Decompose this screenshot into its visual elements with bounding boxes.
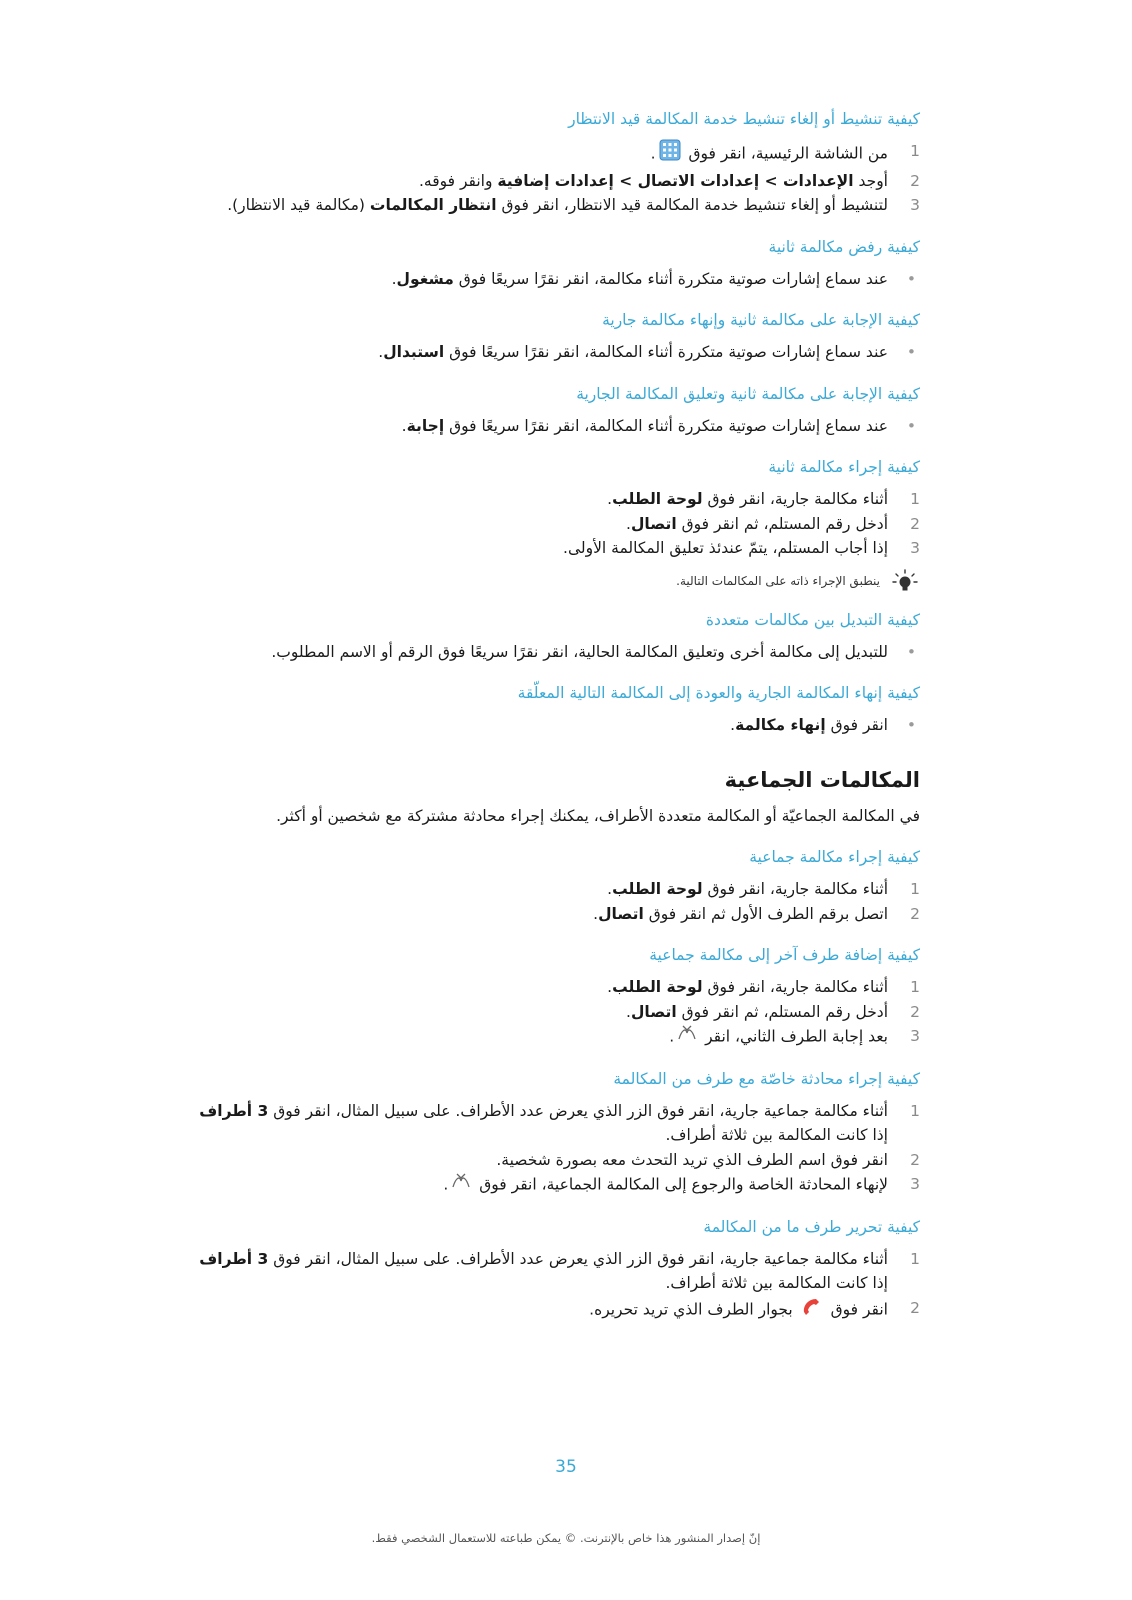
step-text-end: وانقر فوقه.	[418, 171, 493, 190]
step-text: اتصل برقم الطرف الأول ثم انقر فوق	[648, 904, 888, 923]
step-text: انقر فوق اسم الطرف الذي تريد التحدث معه بصورة شخصية.	[496, 1150, 888, 1169]
bullet-text: عند سماع إشارات صوتية متكررة أثناء مكالمة، انقر نقرًا سريعًا فوق	[458, 269, 888, 288]
bullet-text-end: .	[401, 416, 407, 435]
step-item	[190, 975, 920, 1000]
steps-list	[190, 139, 920, 218]
step-text-end: (مكالمة قيد الانتظار).	[227, 196, 365, 214]
section-title: كيفية إجراء مكالمة ثانية	[768, 458, 920, 476]
option-name: انتظار المكالمات	[369, 196, 497, 214]
bullet-text-end: .	[391, 269, 397, 288]
bullet-text: للتبديل إلى مكالمة أخرى وتعليق المكالمة الحالية، انقر نقرًا سريعًا فوق الرقم أو الاسم المطلوب.	[271, 642, 888, 661]
step-number: 2	[910, 1002, 920, 1021]
option-name: إجابة	[406, 416, 445, 435]
page-content	[190, 108, 920, 1341]
merge-calls-icon	[677, 1024, 697, 1050]
bullet-list	[190, 414, 920, 439]
section-answer-hold-current	[190, 383, 920, 439]
step-number: 1	[910, 880, 920, 898]
bullet-text: عند سماع إشارات صوتية متكررة أثناء المكالمة، انقر نقرًا سريعًا فوق	[449, 343, 888, 361]
step-number: 2	[910, 904, 920, 923]
bullet-dot: •	[906, 716, 916, 734]
step-text-end: .	[626, 1002, 631, 1021]
step-number: 1	[910, 1249, 920, 1268]
step-number: 3	[910, 1175, 920, 1193]
section-reject-second-call	[190, 236, 920, 292]
section-make-conference-call	[190, 846, 920, 926]
step-text: أوجد	[858, 171, 888, 190]
section-title: كيفية تنشيط أو إلغاء تنشيط خدمة المكالمة قيد الانتظار	[568, 110, 920, 128]
steps-list	[190, 1099, 920, 1198]
section-title: كيفية الإجابة على مكالمة ثانية وإنهاء مكالمة جارية	[602, 311, 920, 329]
bullet-dot: •	[906, 269, 916, 288]
intro-paragraph: في المكالمة الجماعيّة أو المكالمة متعددة الأطراف، يمكنك إجراء محادثة مشتركة مع شخصين أو أكثر.	[276, 806, 920, 825]
section-make-second-call	[190, 456, 920, 591]
bullet-list	[190, 640, 920, 665]
bullet-list	[190, 340, 920, 365]
option-name: لوحة الطلب	[612, 880, 703, 898]
step-item	[190, 487, 920, 512]
step-item	[190, 1148, 920, 1173]
step-text: لإنهاء المحادثة الخاصة والرجوع إلى المكالمة الجماعية، انقر فوق	[479, 1175, 888, 1194]
step-item	[190, 169, 920, 194]
step-number: 2	[910, 514, 920, 533]
option-name: اتصال	[630, 514, 677, 533]
section-end-and-return	[190, 682, 920, 738]
step-item	[190, 877, 920, 902]
option-name: استبدال	[383, 343, 445, 361]
step-text-end: .	[593, 904, 599, 923]
option-name: لوحة الطلب	[612, 978, 703, 996]
step-item	[190, 902, 920, 927]
section-release-participant	[190, 1216, 920, 1324]
step-number: 1	[910, 490, 920, 508]
step-item	[190, 1247, 920, 1296]
step-text: إذا أجاب المستلم، يتمّ عندئذ تعليق المكالمة الأولى.	[563, 539, 888, 557]
tip-note	[190, 571, 920, 591]
section-title: كيفية الإجابة على مكالمة ثانية وتعليق المكالمة الجارية	[576, 384, 920, 403]
section-answer-end-current	[190, 309, 920, 365]
menu-path: الإعدادات > إعدادات الاتصال > إعدادات إضافية	[497, 171, 854, 190]
bullet-text-end: .	[378, 343, 384, 361]
step-number: 3	[910, 539, 920, 557]
option-name: 3 أطراف	[199, 1249, 269, 1268]
steps-list	[190, 487, 920, 561]
step-number: 1	[910, 142, 920, 160]
step-text-end: .	[607, 490, 613, 508]
section-title: كيفية التبديل بين مكالمات متعددة	[705, 610, 920, 629]
section-switch-calls	[190, 609, 920, 665]
step-number: 2	[910, 1150, 920, 1169]
steps-list	[190, 877, 920, 926]
option-name: 3 أطراف	[199, 1101, 269, 1120]
step-number: 2	[910, 171, 920, 190]
page-number: 35	[555, 1457, 577, 1477]
section-title: كيفية إضافة طرف آخر إلى مكالمة جماعية	[649, 946, 920, 964]
step-text: بعد إجابة الطرف الثاني، انقر	[705, 1027, 888, 1046]
chapter-heading: المكالمات الجماعية	[724, 767, 920, 792]
bullet-list	[190, 267, 920, 292]
step-number: 3	[910, 1027, 920, 1045]
bullet-item	[190, 713, 920, 738]
merge-calls-icon	[451, 1172, 471, 1198]
section-call-waiting	[190, 108, 920, 218]
option-name: إنهاء مكالمة	[735, 716, 826, 734]
tip-text: ينطبق الإجراء ذاته على المكالمات التالية.	[676, 573, 880, 588]
section-title: كيفية إجراء مكالمة جماعية	[749, 848, 920, 866]
bullet-item	[190, 640, 920, 665]
step-item	[190, 1296, 920, 1324]
apps-grid-icon	[659, 139, 681, 169]
step-text-end: إذا كانت المكالمة بين ثلاثة أطراف.	[665, 1126, 888, 1144]
step-number: 1	[910, 1101, 920, 1120]
footer-note: إنّ إصدار المنشور هذا خاص بالإنترنت. © يمكن طباعته للاستعمال الشخصي فقط.	[371, 1531, 761, 1545]
step-item	[190, 1172, 920, 1198]
step-item	[190, 1024, 920, 1050]
bullet-text: عند سماع إشارات صوتية متكررة أثناء المكالمة، انقر نقرًا سريعًا فوق	[449, 416, 888, 435]
section-private-conversation	[190, 1068, 920, 1198]
step-item	[190, 512, 920, 537]
section-title: كيفية إجراء محادثة خاصّة مع طرف من المكالمة	[613, 1069, 920, 1088]
option-name: مشغول	[396, 269, 454, 288]
section-title: كيفية رفض مكالمة ثانية	[768, 237, 920, 256]
step-text-end: بجوار الطرف الذي تريد تحريره.	[589, 1299, 793, 1318]
bullet-item	[190, 267, 920, 292]
step-text: أدخل رقم المستلم، ثم انقر فوق	[681, 514, 888, 533]
option-name: اتصال	[630, 1002, 677, 1021]
step-text-end: .	[626, 514, 631, 533]
step-text: انقر فوق	[830, 1299, 888, 1318]
step-item	[190, 139, 920, 169]
steps-list	[190, 1247, 920, 1324]
section-add-participant	[190, 944, 920, 1050]
step-item	[190, 1000, 920, 1025]
step-text: أدخل رقم المستلم، ثم انقر فوق	[681, 1002, 888, 1021]
step-text-end: .	[650, 144, 656, 163]
step-item	[190, 1099, 920, 1148]
section-title: كيفية إنهاء المكالمة الجارية والعودة إلى المكالمة التالية المعلّقة	[517, 684, 920, 702]
end-call-icon	[801, 1296, 823, 1324]
steps-list	[190, 975, 920, 1050]
bullet-dot: •	[906, 416, 916, 435]
step-text-end: .	[443, 1175, 449, 1194]
step-text: أثناء مكالمة جماعية جارية، انقر فوق الزر الذي يعرض عدد الأطراف. على سبيل المثال، انقر فوق	[273, 1101, 888, 1120]
step-number: 3	[910, 196, 920, 214]
option-name: لوحة الطلب	[612, 490, 703, 508]
step-number: 1	[910, 978, 920, 996]
bullet-dot: •	[906, 343, 916, 361]
step-text-end: .	[607, 978, 613, 996]
step-text: أثناء مكالمة جارية، انقر فوق	[707, 880, 888, 898]
bullet-text-end: .	[730, 716, 736, 734]
step-text: لتنشيط أو إلغاء تنشيط خدمة المكالمة قيد الانتظار، انقر فوق	[501, 196, 888, 214]
bullet-dot: •	[906, 642, 916, 661]
bullet-item	[190, 340, 920, 365]
step-text: من الشاشة الرئيسية، انقر فوق	[688, 144, 888, 163]
step-text: أثناء مكالمة جارية، انقر فوق	[707, 490, 888, 508]
step-number: 2	[910, 1298, 920, 1317]
bullet-list	[190, 713, 920, 738]
bullet-text: انقر فوق	[830, 716, 888, 734]
step-text: أثناء مكالمة جماعية جارية، انقر فوق الزر الذي يعرض عدد الأطراف. على سبيل المثال، انقر فوق	[273, 1249, 888, 1268]
step-text-end: .	[669, 1027, 675, 1046]
step-item	[190, 193, 920, 218]
bullet-item	[190, 414, 920, 439]
step-text: أثناء مكالمة جارية، انقر فوق	[707, 978, 888, 996]
lightbulb-icon	[892, 569, 918, 595]
option-name: اتصال	[598, 904, 644, 923]
step-text-end: .	[607, 880, 613, 898]
step-item	[190, 536, 920, 561]
section-title: كيفية تحرير طرف ما من المكالمة	[703, 1217, 920, 1236]
step-text-end: إذا كانت المكالمة بين ثلاثة أطراف.	[665, 1274, 888, 1292]
